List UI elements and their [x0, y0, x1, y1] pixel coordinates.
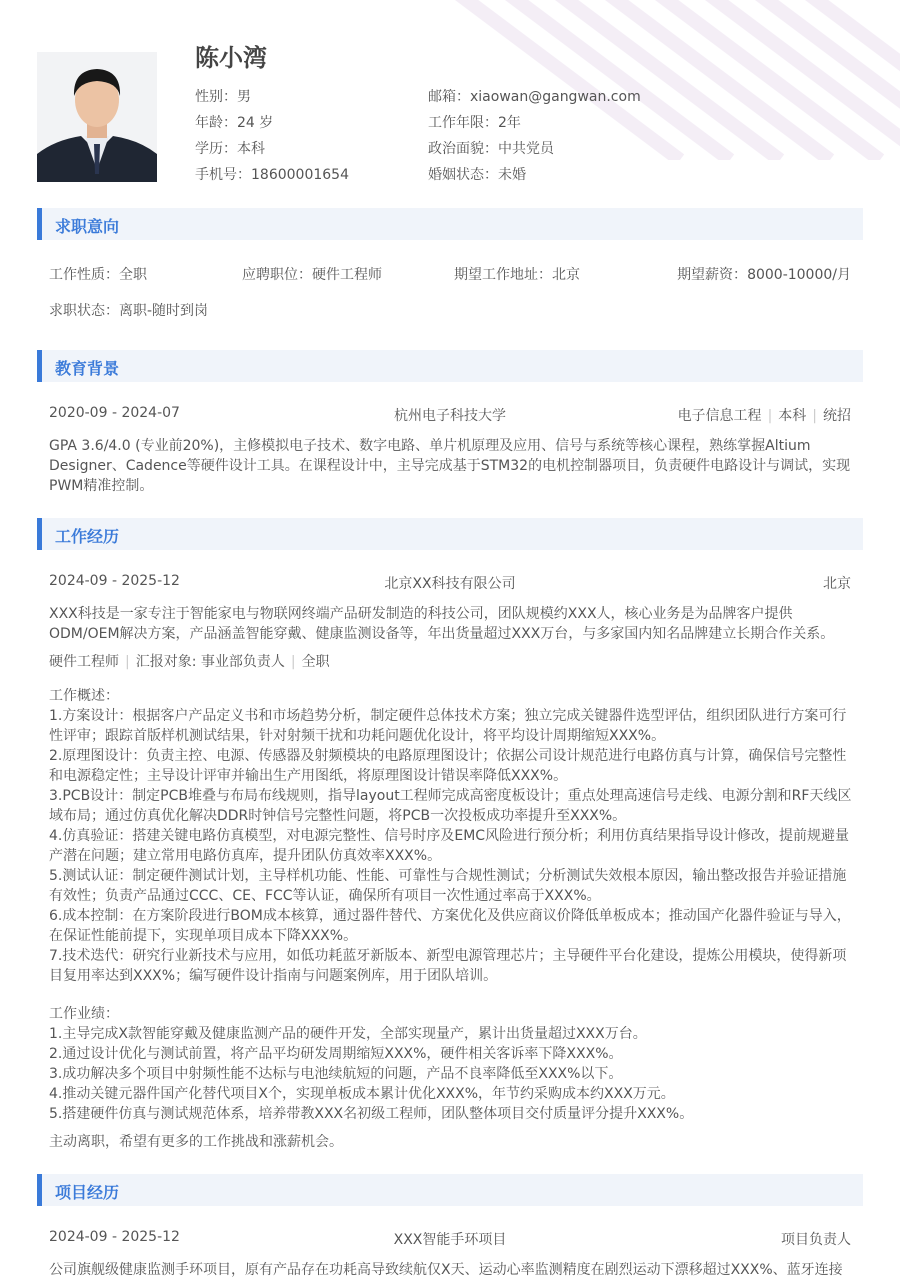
project-period: 2024-09 - 2025-12	[49, 1229, 180, 1245]
education-row	[49, 405, 851, 425]
work-overview: 工作概述： 1.方案设计：根据客户产品定义书和市场趋势分析，制定硬件总体技术方案；独立完成关键器件选型评估，组织团队进行方案可行 性评审；跟踪首版样机测试结果，针对射频干扰和功耗问题优化设计，将平均设计周期缩短XXX%。 2.原理图设计：负责主控、电源、传感器及射频模块的电路原理图设计；依据公司设计规范进行电路仿真与计算，确保信号完整性 和电源稳定性；主导设计评审并输出生产用图纸，将原理图设计错误率降低XXX%。 3.PCB设计：制定PCB堆叠与布局布线规则，指导layout工程师完成高密度板设计；重点处理高速信号走线、电源分割和RF天线区 域布局；通过仿真优化解决DDR时钟信号完整性问题，将PCB一次投板成功率提升至XXX%。 4.仿真验证：搭建关键电路仿真模型，对电源完整性、信号时序及EMC风险进行预分析；利用仿真结果指导设计修改，提前规避量 产潜在问题；建立常用电路仿真库，提升团队仿真效率XXX%。 5.测试认证：制定硬件测试计划，主导样机功能、性能、可靠性与合规性测试；分析测试失效根本原因，输出整改报告并验证措施 有效性；负责产品通过CCC、CE、FCC等认证，确保所有项目一次性通过率高于XXX%。 6.成本控制：在方案阶段进行BOM成本核算，通过器件替代、方案优化及供应商议价降低单板成本；推动国产化器件验证与导入， 在保证性能前提下，实现单项目成本下降XXX%。 7.技术迭代：研究行业新技术与应用，如低功耗蓝牙新版本、新型电源管理芯片；主导硬件平台化建设，提炼公用模块，使得新项 目复用率达到XXX%；编写硬件设计指南与问题案例库，用于团队培训。	[49, 688, 852, 984]
work-city: 北京	[823, 576, 851, 592]
job-status: 求职状态：离职-随时到岗	[49, 303, 209, 319]
work-achievements: 工作业绩： 1.主导完成X款智能穿戴及健康监测产品的硬件开发，全部实现量产，累计出货量超过XXX万台。 2.通过设计优化与测试前置，将产品平均研发周期缩短XXX%，硬件相关客诉率下降XXX%。 3.成功解决多个项目中射频性能不达标与电池续航短的问题，产品不良率降低至XXX%以下。 4.推动关键元器件国产化替代项目X个，实现单板成本累计优化XXX%，年节约采购成本约XXX万元。 5.搭建硬件仿真与测试规范体系，培养带教XXX名初级工程师，团队整体项目交付质量评分提升XXX%。	[49, 1006, 694, 1122]
section-accent-bar	[37, 350, 42, 382]
section-accent-bar	[37, 518, 42, 550]
avatar	[37, 52, 157, 182]
education-details: 电子信息工程 | 本科 | 统招	[677, 408, 851, 424]
section-title-project: 项目经历	[37, 1174, 863, 1206]
expected-salary: 期望薪资：8000-10000/月	[677, 267, 851, 283]
section-accent-bar	[37, 208, 42, 240]
section-accent-bar	[37, 1174, 42, 1206]
work-role-row: 硬件工程师 | 汇报对象: 事业部负责人 | 全职	[49, 654, 330, 670]
project-role: 项目负责人	[781, 1232, 851, 1248]
email-field: 邮箱：xiaowan@gangwan.com	[428, 89, 641, 105]
expected-location: 期望工作地址：北京	[454, 267, 580, 283]
work-years-field: 工作年限：2年	[428, 115, 521, 131]
education-period: 2020-09 - 2024-07	[49, 405, 180, 421]
section-title-education: 教育背景	[37, 350, 863, 382]
job-nature: 工作性质：全职	[49, 267, 147, 283]
leave-reason: 主动离职，希望有更多的工作挑战和涨薪机会。	[49, 1134, 343, 1150]
work-period: 2024-09 - 2025-12	[49, 573, 180, 589]
section-title-intent: 求职意向	[37, 208, 863, 240]
company-name: 北京XX科技有限公司	[384, 576, 516, 592]
project-row	[49, 1229, 851, 1249]
education-field: 学历：本科	[195, 141, 265, 157]
project-name: XXX智能手环项目	[393, 1232, 507, 1248]
work-row	[49, 573, 851, 593]
phone-field: 手机号：18600001654	[195, 167, 349, 183]
intent-row	[49, 264, 851, 284]
profile-header	[37, 38, 867, 188]
political-status-field: 政治面貌：中共党员	[428, 141, 554, 157]
school-name: 杭州电子科技大学	[394, 408, 506, 424]
applied-position: 应聘职位：硬件工程师	[242, 267, 382, 283]
section-title-work: 工作经历	[37, 518, 863, 550]
gender-field: 性别：男	[195, 89, 251, 105]
age-field: 年龄：24 岁	[195, 115, 274, 131]
education-description: GPA 3.6/4.0 (专业前20%)，主修模拟电子技术、数字电路、单片机原理及应用、信号与系统等核心课程，熟练掌握Altium Designer、Cadence等硬件设计工具。在课程设计中，主导完成基于STM32的电机控制器项目，负责硬件电路设计与调试，实现 PWM精准控制。	[49, 438, 851, 494]
marital-status-field: 婚姻状态：未婚	[428, 167, 526, 183]
company-intro: XXX科技是一家专注于智能家电与物联网终端产品研发制造的科技公司，团队规模约XXX人，核心业务是为品牌客户提供 ODM/OEM解决方案，产品涵盖智能穿戴、健康监测设备等，年出货量超过XXX万台，与多家国内知名品牌建立长期合作关系。	[49, 606, 835, 642]
candidate-name: 陈小湾	[195, 44, 267, 72]
project-description: 公司旗舰级健康监测手环项目，原有产品存在功耗高导致续航仅X天、运动心率监测精度在剧烈运动下漂移超过XXX%、蓝牙连接	[49, 1262, 843, 1278]
